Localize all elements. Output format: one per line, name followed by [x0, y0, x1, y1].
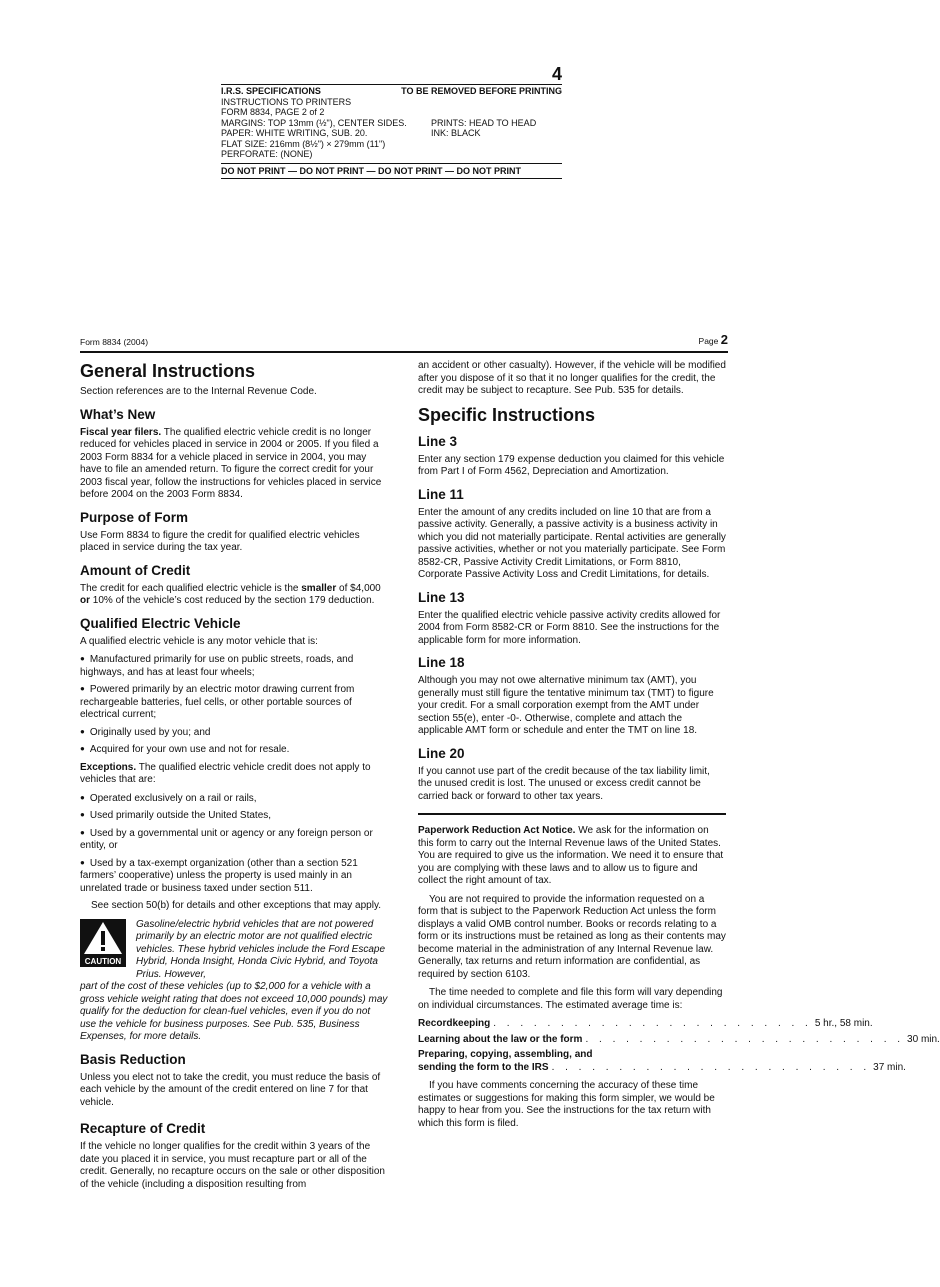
- spec-row: [221, 128, 562, 139]
- exceptions-paragraph: [80, 762, 388, 787]
- intro-text: Section references are to the Internal Revenue Code.: [80, 386, 317, 397]
- recapture-heading: Recapture of Credit: [80, 1121, 206, 1136]
- qev-bullet: ● Manufactured primarily for use on public streets, roads, and highways, and has at least four wheels;: [80, 654, 388, 679]
- spec-paper: PAPER: WHITE WRITING, SUB. 20.: [221, 128, 368, 138]
- line13-heading: Line 13: [418, 589, 465, 605]
- amount-part: The credit for each qualified electric vehicle is the: [80, 582, 302, 594]
- exception-bullet: ● Used primarily outside the United States,: [80, 810, 388, 823]
- specific-instructions-title: Specific Instructions: [418, 404, 596, 425]
- spec-header-left: I.R.S. SPECIFICATIONS: [221, 86, 321, 96]
- amount-or: or: [80, 595, 90, 606]
- line3-heading: Line 3: [418, 433, 458, 449]
- spec-prints: PRINTS: HEAD TO HEAD: [431, 117, 537, 128]
- spec-row: [221, 118, 562, 129]
- printer-spec-block: [221, 64, 562, 179]
- line20-text: If you cannot use part of the credit because of the tax liability limit, the unused credit is lost. The unused or excess credit cannot be carried back or forward to other tax years.: [418, 765, 710, 802]
- time-value: 37 min.: [873, 1061, 906, 1073]
- spec-ink: INK: BLACK: [431, 128, 481, 138]
- section-divider: [418, 813, 726, 815]
- time-estimate-row: [418, 1018, 873, 1031]
- form-id: Form 8834 (2004): [80, 337, 149, 347]
- time-estimate-row: [418, 1061, 906, 1075]
- page-indicator: [699, 332, 728, 347]
- spec-page-number: 4: [551, 64, 562, 84]
- time-label: Learning about the law or the form: [418, 1033, 583, 1045]
- leader-dots: . . . . . . . . . . . . . . . . . . . . . . . .: [585, 1033, 905, 1045]
- spec-header: [221, 84, 562, 97]
- paperwork-text-2: You are not required to provide the information requested on a form that is subject to the Paperwork Reduction Act unless the form displays a valid OMB control number. Books or records relating to a form or its instructions must be retained as long as their contents may become material in the administration of any Internal Revenue law. Generally, tax returns and return information are confidential, as required by section 6103.: [418, 893, 726, 980]
- paperwork-lead: Paperwork Reduction Act Notice.: [418, 825, 576, 836]
- whats-new-heading: What’s New: [80, 406, 156, 422]
- spec-header-right: TO BE REMOVED BEFORE PRINTING: [401, 86, 562, 96]
- spec-line: FORM 8834, PAGE 2 of 2: [221, 107, 325, 117]
- line18-heading: Line 18: [418, 655, 465, 670]
- exceptions-text: The qualified electric vehicle credit does not apply to vehicles that are:: [80, 761, 371, 785]
- see-section-text: See section 50(b) for details and other exceptions that may apply.: [91, 900, 381, 911]
- caution-box: [80, 919, 388, 982]
- qev-bullet: ● Powered primarily by an electric motor drawing current from rechargeable batteries, fuel cells, or other portable sources of electrical current;: [80, 684, 388, 722]
- exception-bullet: ● Used by a governmental unit or agency or any foreign person or entity, or: [80, 828, 388, 853]
- recapture-text: If the vehicle no longer qualifies for the credit within 3 years of the date you placed it in service, you must recapture part or all of the credit. Generally, no recapture occurs on the sale or other disposition of the vehicle (including a disposition resulting from: [80, 1141, 385, 1190]
- line3-text: Enter any section 179 expense deduction you claimed for this vehicle from Part I of Form 4562, Depreciation and Amortization.: [418, 453, 725, 477]
- paperwork-notice: [418, 825, 726, 888]
- line13-text: Enter the qualified electric vehicle passive activity credits allowed for 2004 from Form 8582-CR or Form 8810. See the instructions for the applicable form for more information.: [418, 609, 721, 646]
- qev-heading: Qualified Electric Vehicle: [80, 615, 241, 631]
- left-column: [80, 360, 388, 1197]
- page-label: Page: [698, 336, 719, 346]
- line18-text: Although you may not owe alternative minimum tax (AMT), you generally must still figure the tentative minimum tax (TMT) to figure your credit. For a small corporation exempt from the AMT under section 55(e), enter -0-. Otherwise, complete and attach the applicable AMT form or schedule and enter the TMT on line 18.: [418, 675, 714, 736]
- basis-heading: Basis Reduction: [80, 1051, 186, 1067]
- fiscal-year-paragraph: [80, 427, 388, 502]
- spec-flat-size: FLAT SIZE: 216mm (8½") × 279mm (11"): [221, 138, 386, 149]
- time-value: 30 min.: [907, 1033, 940, 1045]
- line11-heading: Line 11: [418, 486, 464, 502]
- spec-margins: MARGINS: TOP 13mm (½"), CENTER SIDES.: [221, 117, 407, 128]
- line20-heading: Line 20: [418, 745, 465, 761]
- spec-perforate: PERFORATE: (NONE): [221, 149, 313, 159]
- amount-smaller: smaller: [301, 582, 337, 594]
- recapture-continued: an accident or other casualty). However, if the vehicle will be modified after you dispose of it so that it no longer qualifies for the credit, the credit may be subject to recapture. See Pub. 535 for details.: [418, 360, 726, 396]
- leader-dots: . . . . . . . . . . . . . . . . . . . . . . . .: [551, 1061, 871, 1073]
- line11-text: Enter the amount of any credits included on line 10 that are from a passive activity. Generally, a passive activity is a business activity in which you did not materially participate. Rental activities are generally passive activities, whether or not you materially participate. See Form 8582-CR, Passive Activity Credit Limitations, or Form 8810, Corporate Passive Activity Loss and Credit Limitations, for details.: [418, 506, 726, 580]
- exception-bullet: ● Used by a tax-exempt organization (other than a section 521 farmers’ cooperative) unless the property is used mainly in an unrelated trade or business taxed under section 511.: [80, 858, 388, 896]
- spec-line: INSTRUCTIONS TO PRINTERS: [221, 96, 352, 107]
- form-header: [80, 332, 728, 353]
- time-label: sending the form to the IRS: [418, 1061, 549, 1073]
- leader-dots: . . . . . . . . . . . . . . . . . . . . . . . .: [493, 1018, 812, 1029]
- purpose-text: Use Form 8834 to figure the credit for qualified electric vehicles placed in service during the tax year.: [80, 529, 360, 553]
- caution-label: CAUTION: [84, 956, 122, 966]
- caution-icon: [80, 919, 126, 967]
- paperwork-text-3: The time needed to complete and file this form will vary depending on individual circumstances. The estimated average time is:: [418, 987, 723, 1011]
- time-value: 5 hr., 58 min.: [814, 1018, 873, 1029]
- time-label: Preparing, copying, assembling, and: [418, 1049, 593, 1060]
- caution-continued: part of the cost of these vehicles (up to $2,000 for a vehicle with a gross vehicle weight rating that does not exceed 10,000 pounds) may qualify for the deduction for clean-fuel vehicles, even if you do not use the vehicle for business purposes. See Pub. 535, Business Expenses, for more details.: [80, 981, 388, 1042]
- comments-text: If you have comments concerning the accuracy of these time estimates or suggestions for making this form simpler, we would be happy to hear from you. See the instructions for the tax return with which this form is filed.: [418, 1080, 715, 1129]
- right-column: [418, 360, 940, 1136]
- amount-part: of $4,000: [336, 582, 381, 594]
- amount-heading: Amount of Credit: [80, 562, 191, 578]
- purpose-heading: Purpose of Form: [80, 509, 189, 525]
- fiscal-year-lead: Fiscal year filers.: [80, 426, 162, 438]
- exceptions-lead: Exceptions.: [80, 761, 137, 773]
- time-estimate-row: [418, 1049, 726, 1062]
- qev-bullet: ● Originally used by you; and: [80, 727, 388, 740]
- amount-part: 10% of the vehicle’s cost reduced by the section 179 deduction.: [90, 595, 375, 606]
- basis-text: Unless you elect not to take the credit, you must reduce the basis of each vehicle by the amount of the credit entered on line 7 for that vehicle.: [80, 1071, 381, 1108]
- time-label: Recordkeeping: [418, 1018, 491, 1029]
- amount-text: [80, 583, 388, 608]
- do-not-print-banner: DO NOT PRINT — DO NOT PRINT — DO NOT PRINT — DO NOT PRINT: [221, 163, 562, 180]
- time-estimate-row: [418, 1033, 940, 1047]
- general-instructions-title: General Instructions: [80, 361, 256, 381]
- qev-intro: A qualified electric vehicle is any motor vehicle that is:: [80, 635, 318, 647]
- qev-bullet: ● Acquired for your own use and not for resale.: [80, 744, 388, 757]
- page-num: 2: [720, 332, 728, 347]
- paperwork-text: We ask for the information on this form to carry out the Internal Revenue laws of the United States. You are required to give us the information. We need it to ensure that you are complying with these laws and to allow us to figure and collect the right amount of tax.: [418, 825, 724, 886]
- exception-bullet: ● Operated exclusively on a rail or rails,: [80, 793, 388, 806]
- caution-text: Gasoline/electric hybrid vehicles that are not powered primarily by an electric motor are not qualified electric vehicles. These hybrid vehicles include the Ford Escape Hybrid, Honda Insight, Honda Civic Hybrid, and Toyota Prius. However,: [136, 918, 386, 980]
- fiscal-year-text: The qualified electric vehicle credit is no longer reduced for vehicles placed in service in 2004 or 2005. If you filed a 2003 Form 8834 for a vehicle placed in service in 2004, you may have to file an amended return. To figure the correct credit for your 2003 fiscal year, follow the instructions for vehicles placed in service before 2004 on the 2003 Form 8834.: [80, 426, 382, 500]
